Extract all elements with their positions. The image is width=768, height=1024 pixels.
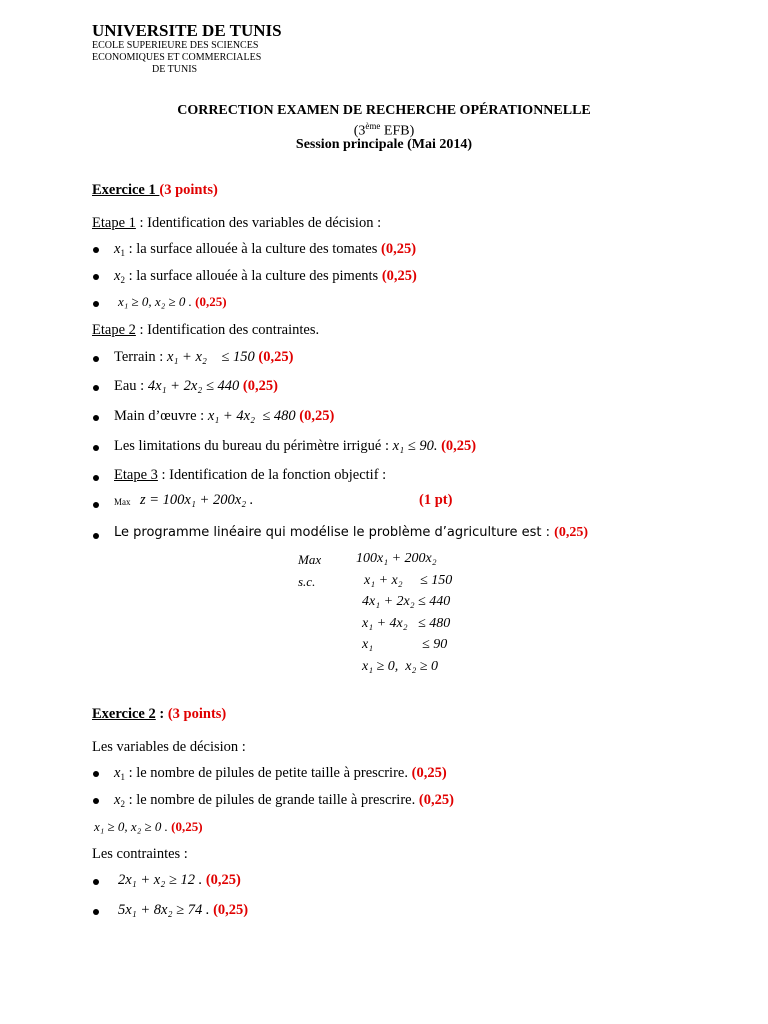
bullet-icon [93,415,99,421]
ex1-c-eau: Eau : 4x₁ + 2x₂ ≤ 440 (0,25) [114,378,278,394]
exam-class: (3ème EFB) [353,121,415,139]
bullet-icon [93,798,99,804]
bullet-icon [93,445,99,451]
university-name: UNIVERSITE DE TUNIS [92,21,282,40]
ex1-var2: $x_2$ : la surface allouée à la culture des piments (0,25) [114,268,417,285]
program-max-label: Max [298,552,322,567]
program-row: x₁ + 4x₂ ≤ 480 [362,616,451,631]
bullet-icon [93,247,99,253]
program-row: x₁ ≥ 0, x₂ ≥ 0 [362,659,439,674]
ex1-etape2: Etape 2 : Identification des contraintes. [92,322,320,338]
ex2-var2: $x_2$ : le nombre de pilules de grande taille à prescrire. (0,25) [114,792,454,809]
ex1-heading: Exercice 1 (3 points) [92,182,218,198]
ex2-contr-intro: Les contraintes : [92,846,188,862]
program-sc-label: s.c. [298,574,316,589]
bullet-icon [93,771,99,777]
school-line-2: ECONOMIQUES ET COMMERCIALES [92,52,262,63]
bullet-icon [93,475,99,481]
bullet-icon [93,533,99,539]
ex1-etape3: Etape 3 : Identification de la fonction objectif : [114,467,387,483]
ex2-nonneg: x₁ ≥ 0, x₂ ≥ 0 . (0,25) [94,819,203,834]
bullet-icon [93,502,99,508]
ex1-nonneg: x₁ ≥ 0, x₂ ≥ 0 . (0,25) [118,294,227,309]
ex1-obj-max: Max [114,497,131,507]
ex1-c-lim: Les limitations du bureau du périmètre irrigué : x₁ ≤ 90. (0,25) [114,438,477,454]
ex1-var1: $x_1$ : la surface allouée à la culture des tomates (0,25) [114,241,417,258]
school-line-1: ECOLE SUPERIEURE DES SCIENCES [92,40,259,51]
ex1-objective-score: (1 pt) [419,492,453,508]
ex1-c-main: Main d’œuvre : x₁ + 4x₂ ≤ 480 (0,25) [114,408,335,424]
exam-title: CORRECTION EXAMEN DE RECHERCHE OPÉRATIONNELLE [177,103,591,118]
program-row: x₁ + x₂ ≤ 150 [364,573,453,588]
school-line-3: DE TUNIS [152,64,198,75]
bullet-icon [93,385,99,391]
ex2-c2: 5x₁ + 8x₂ ≥ 74 . (0,25) [118,902,249,918]
ex1-pl-intro: Le programme linéaire qui modélise le problème d’agriculture est : (0,25) [114,525,588,540]
bullet-icon [93,274,99,280]
program-row: 4x₁ + 2x₂ ≤ 440 [362,594,451,609]
program-row: x₁ ≤ 90 [362,637,448,652]
program-row: 100x₁ + 200x₂ [356,551,437,566]
ex2-var1: $x_1$ : le nombre de pilules de petite taille à prescrire. (0,25) [114,765,447,782]
exam-session: Session principale (Mai 2014) [295,137,473,152]
ex2-heading: Exercice 2 : (3 points) [92,706,227,722]
bullet-icon [93,356,99,362]
bullet-icon [93,909,99,915]
ex2-c1: 2x₁ + x₂ ≥ 12 . (0,25) [118,872,241,888]
ex1-etape1: Etape 1 : Identification des variables de décision : [92,215,382,231]
bullet-icon [93,301,99,307]
ex1-c-terrain: Terrain : x₁ + x₂ ≤ 150 (0,25) [114,349,294,365]
ex2-vars-intro: Les variables de décision : [92,739,246,755]
ex1-objective: z = 100x₁ + 200x₂ . [140,492,254,508]
bullet-icon [93,879,99,885]
